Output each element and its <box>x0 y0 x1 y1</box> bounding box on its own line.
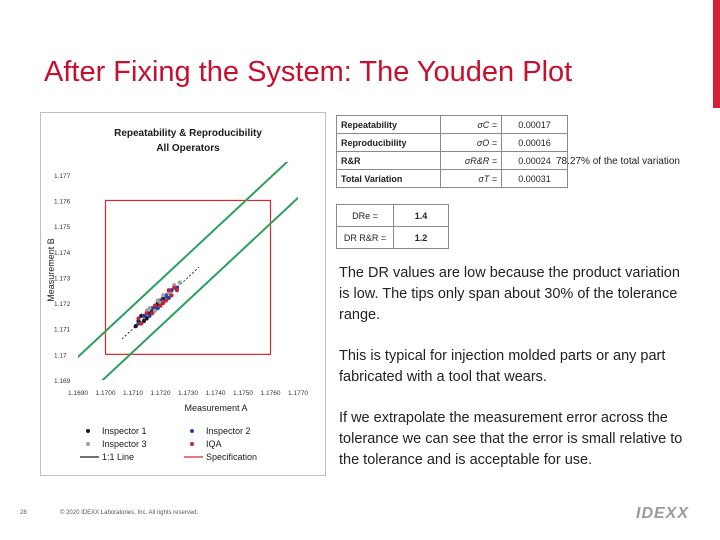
data-point <box>175 288 179 292</box>
dr-value: 1.4 <box>394 205 449 227</box>
data-point <box>147 306 151 310</box>
y-tick-label: 1.17 <box>54 352 67 360</box>
stats-symbol: σO = <box>441 134 502 152</box>
data-point <box>161 293 165 297</box>
data-point <box>139 321 143 325</box>
youden-plot <box>40 112 326 476</box>
x-tick-label: 1.1730 <box>178 390 198 397</box>
stats-label: R&R <box>337 152 441 170</box>
stats-label: Repeatability <box>337 116 441 134</box>
accent-bar <box>713 0 720 108</box>
legend-label: Specification <box>206 452 258 462</box>
data-point <box>178 280 182 284</box>
slide-title: After Fixing the System: The Youden Plot <box>44 56 573 88</box>
stats-symbol: σC = <box>441 116 502 134</box>
x-tick-label: 1.1770 <box>288 390 308 397</box>
stats-row <box>337 116 568 134</box>
legend-marker <box>190 442 194 446</box>
dr-value: 1.2 <box>394 227 449 249</box>
chart-title: Repeatability & Reproducibility <box>114 128 262 139</box>
stats-row <box>337 152 568 170</box>
stats-label: Reproducibility <box>337 134 441 152</box>
idexx-logo: IDEXX <box>636 505 690 522</box>
stats-value: 0.00024 <box>502 152 568 170</box>
legend-label: Inspector 2 <box>206 426 251 436</box>
data-point <box>153 304 157 308</box>
y-tick-label: 1.175 <box>54 224 71 232</box>
dr-label: DRe = <box>337 205 394 227</box>
stats-label: Total Variation <box>337 170 441 188</box>
legend-label: IQA <box>206 439 222 449</box>
x-axis-label: Measurement A <box>184 403 248 413</box>
y-tick-label: 1.169 <box>54 378 71 385</box>
y-tick-label: 1.172 <box>54 301 71 309</box>
legend-marker <box>86 442 90 446</box>
x-tick-label: 1.1690 <box>68 390 88 397</box>
x-tick-label: 1.1760 <box>260 390 281 397</box>
data-point <box>169 293 173 297</box>
chart-subtitle: All Operators <box>156 143 220 154</box>
percent-note: 78.27% of the total variation <box>556 156 680 167</box>
x-tick-label: 1.1720 <box>150 390 171 397</box>
stats-symbol: σT = <box>441 170 502 188</box>
stats-value: 0.00017 <box>502 116 568 134</box>
data-point <box>164 298 168 302</box>
y-tick-label: 1.177 <box>54 172 71 180</box>
paragraph-injection-molded: This is typical for injection molded parts or any part fabricated with a tool that wears. <box>339 348 666 385</box>
legend-marker <box>86 429 90 433</box>
dr-row <box>337 227 449 249</box>
x-tick-label: 1.1750 <box>233 390 253 397</box>
x-tick-label: 1.1700 <box>95 390 116 397</box>
dr-row <box>337 205 449 227</box>
stats-row <box>337 134 568 152</box>
data-point <box>145 311 149 315</box>
data-point <box>136 316 140 320</box>
legend-label: Inspector 3 <box>102 439 147 449</box>
legend-marker <box>190 429 194 433</box>
stats-table <box>336 115 568 188</box>
legend-label: Inspector 1 <box>102 426 147 436</box>
y-tick-label: 1.174 <box>54 249 71 257</box>
dr-table <box>336 204 449 249</box>
data-point <box>167 288 171 292</box>
paragraph-dr-explanation: The DR values are low because the product variation is low. The tips only span about 30% of the tolerance range. <box>339 265 680 323</box>
stats-value: 0.00016 <box>502 134 568 152</box>
copyright: © 2020 IDEXX Laboratories, Inc. All rights reserved. <box>60 510 199 516</box>
stats-symbol: σR&R = <box>441 152 502 170</box>
y-axis-label: Measurement B <box>46 238 56 302</box>
data-point <box>156 298 160 302</box>
x-tick-label: 1.1740 <box>205 390 226 397</box>
y-tick-label: 1.176 <box>54 198 71 206</box>
dr-label: DR R&R = <box>337 227 394 249</box>
data-point <box>150 311 154 315</box>
legend-label: 1:1 Line <box>102 452 135 462</box>
stats-row <box>337 170 568 188</box>
y-tick-label: 1.171 <box>54 326 71 334</box>
x-tick-label: 1.1710 <box>123 390 143 397</box>
paragraph-extrapolation: If we extrapolate the measurement error across the tolerance we can see that the error is small relative to the tolerance and is acceptable for use. <box>339 410 683 468</box>
y-tick-label: 1.173 <box>54 275 71 283</box>
page-number: 28 <box>20 510 27 516</box>
stats-value: 0.00031 <box>502 170 568 188</box>
